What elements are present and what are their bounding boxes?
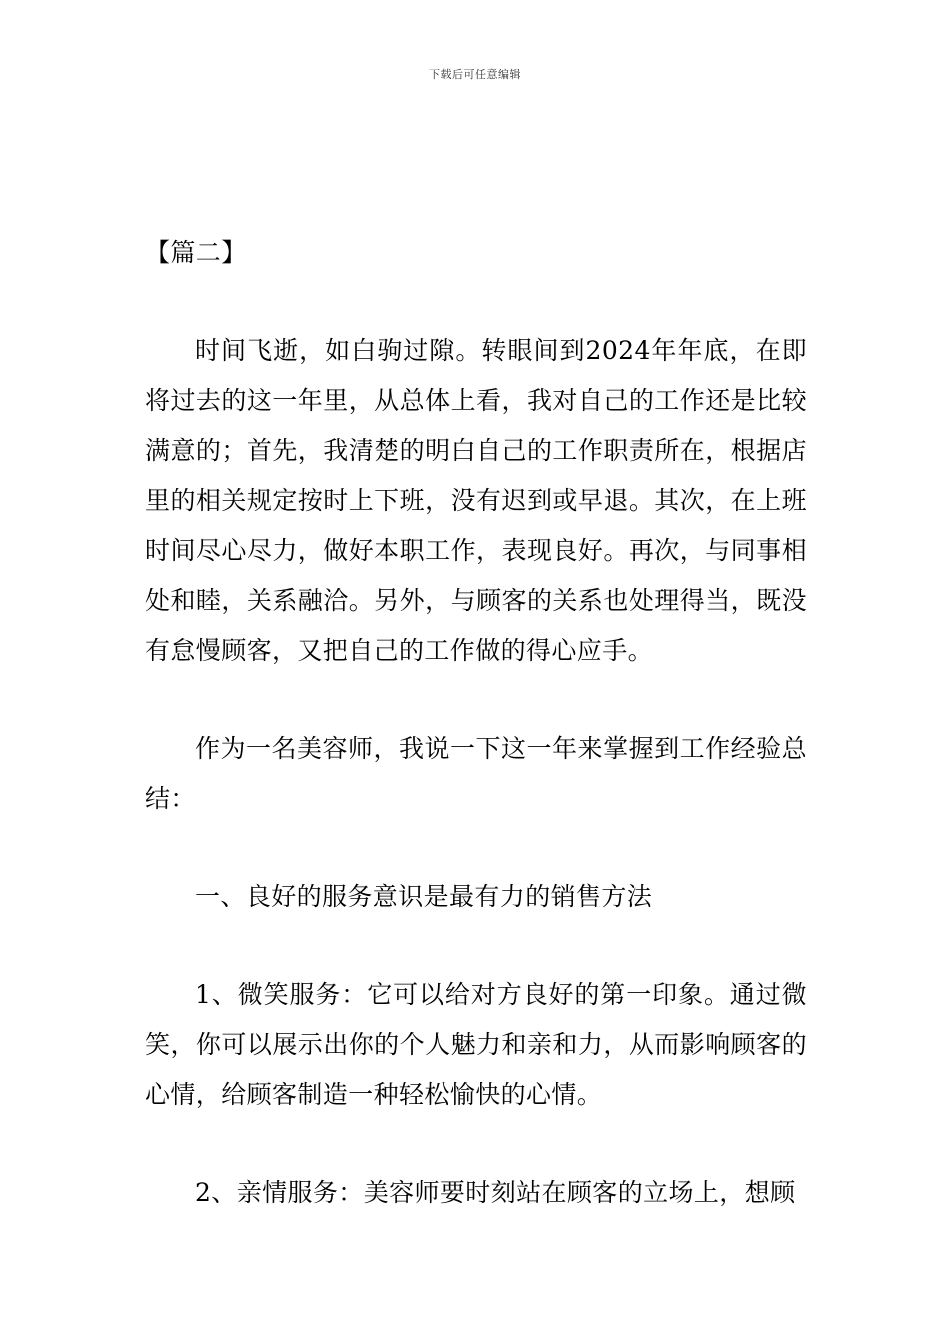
paragraph-heading-service: 一、良好的服务意识是最有力的销售方法 — [195, 882, 653, 911]
page-header-note: 下载后可任意编辑 — [429, 68, 521, 81]
paragraph-experience-lead: 作为一名美容师，我说一下这一年来掌握到工作经验总结： — [145, 734, 807, 813]
paragraph-intro: 时间飞逝，如白驹过隙。转眼间到2024年年底，在即将过去的这一年里，从总体上看，我对自己的工作还是比较满意的；首先，我清楚的明白自己的工作职责所在，根据店里的相关规定按时上下班，没有迟到或早退。其次，在上班时间尽心尽力，做好本职工作，表现良好。再次，与同事相处和睦，关系融洽。另外，与顾客的关系也处理得当，既没有怠慢顾客，又把自己的工作做的得心应手。 — [145, 336, 807, 665]
section-title: 【篇二】 — [145, 238, 247, 267]
paragraph-family-service: 2、亲情服务：美容师要时刻站在顾客的立场上，想顾 — [195, 1178, 796, 1207]
document-body — [145, 228, 807, 1218]
paragraph-smile-service: 1、微笑服务：它可以给对方良好的第一印象。通过微笑，你可以展示出你的个人魅力和亲和力，从而影响顾客的心情，给顾客制造一种轻松愉快的心情。 — [145, 980, 807, 1109]
